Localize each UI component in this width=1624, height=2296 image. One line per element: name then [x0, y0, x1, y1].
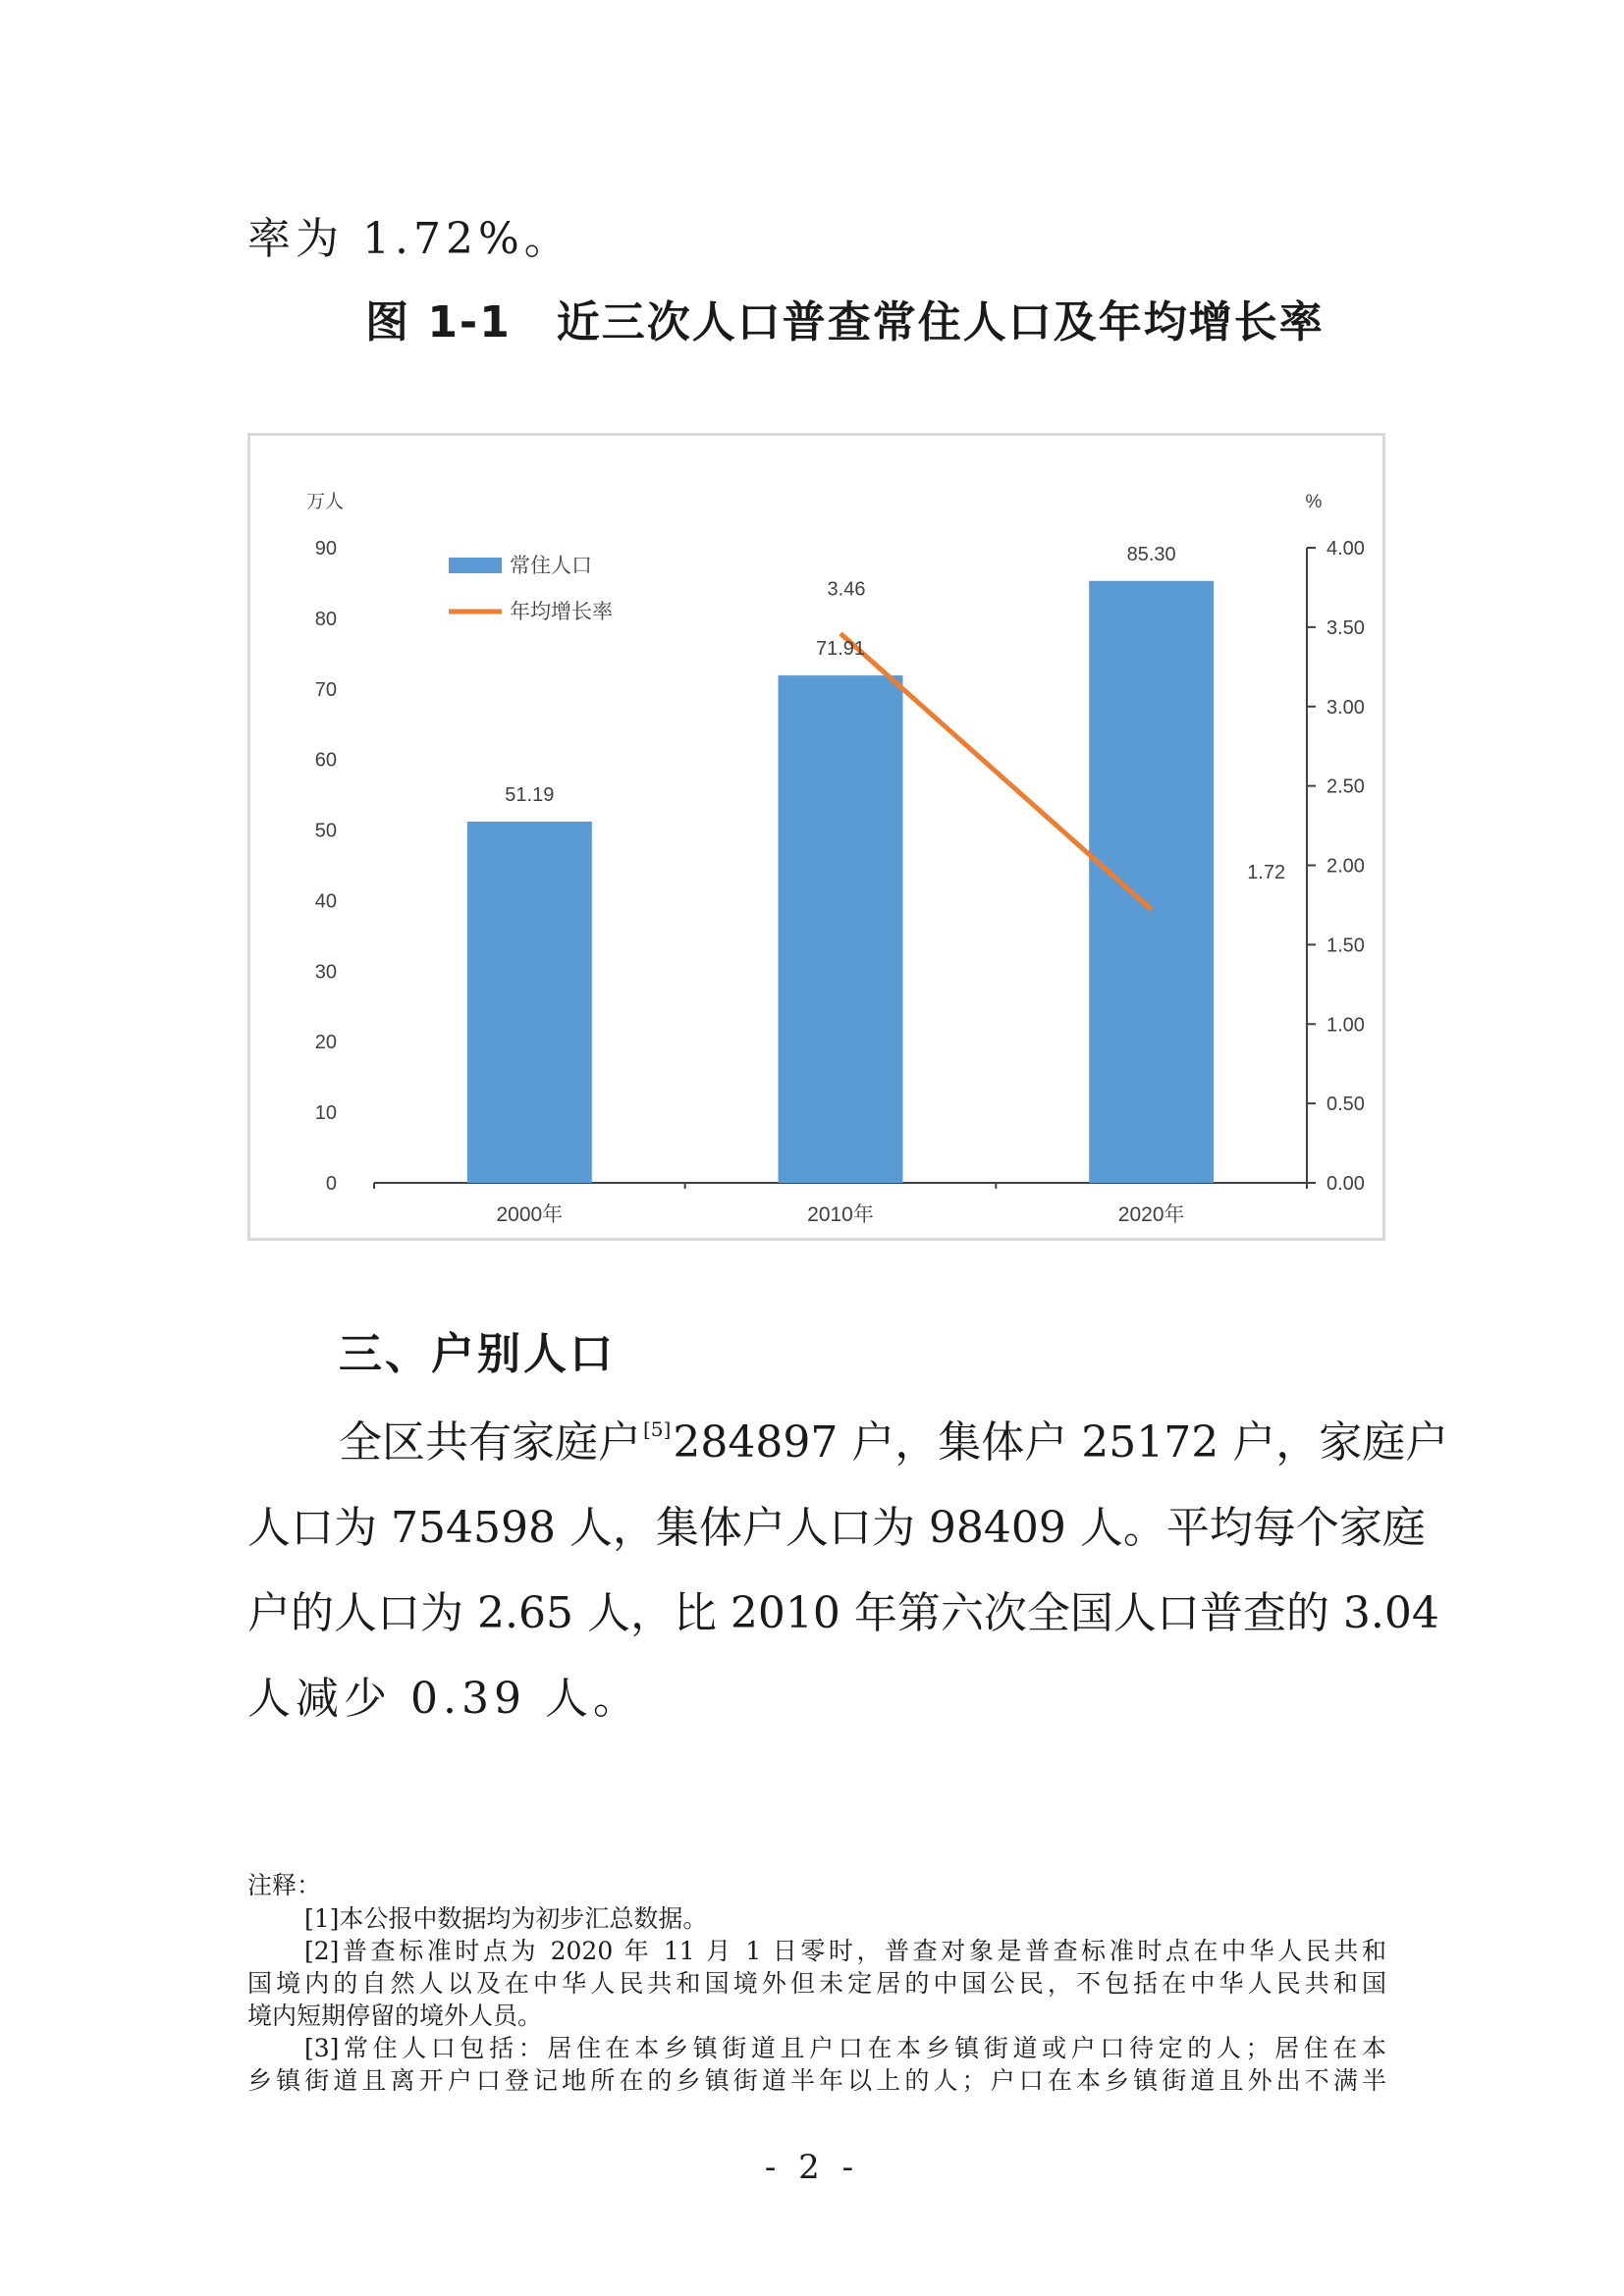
- chart-frame: [247, 433, 1385, 1241]
- y-right-tick-label: 0.00: [1326, 1173, 1365, 1195]
- legend-label-line: 年均增长率: [510, 601, 613, 623]
- x-tick-label: 2010年: [807, 1203, 874, 1226]
- y-left-unit: 万人: [305, 492, 344, 512]
- section-heading: 三、户别人口: [339, 1329, 616, 1379]
- y-left-tick-label: 70: [314, 678, 337, 701]
- notes-label: 注释：: [247, 1871, 322, 1899]
- y-right-tick-label: 1.00: [1326, 1014, 1365, 1037]
- bar-series: [467, 581, 1214, 1183]
- y-left-tick-label: 40: [314, 890, 337, 913]
- bar-value-label: 51.19: [505, 784, 555, 807]
- y-left-tick-label: 80: [314, 608, 337, 630]
- y-right-unit: %: [1305, 492, 1323, 512]
- bar-2020年: [1089, 581, 1214, 1183]
- y-left-tick-label: 30: [314, 961, 337, 984]
- y-left-tick-label: 20: [314, 1032, 337, 1054]
- combo-chart: [250, 436, 1382, 1238]
- y-right-tick-label: 3.50: [1326, 616, 1365, 639]
- y-right-tick-label: 4.00: [1326, 538, 1365, 560]
- note-3-line-1: [3]常住人口包括：居住在本乡镇街道且户口在本乡镇街道或户口待定的人；居住在本: [304, 2034, 1386, 2062]
- note-2-line-2: 国境内的自然人以及在中华人民共和国境外但未定居的中国公民，不包括在中华人民共和国: [247, 1969, 1386, 1998]
- y-left-tick-label: 10: [314, 1102, 337, 1125]
- paragraph-continuation: 率为 1.72%。: [247, 214, 572, 264]
- paragraph-line-1: [339, 1417, 1449, 1468]
- y-right-tick-label: 0.50: [1326, 1094, 1365, 1116]
- figure-title: 图 1-1 近三次人口普查常住人口及年均增长率: [365, 297, 1325, 347]
- y-right-tick-label: 2.00: [1326, 855, 1365, 878]
- paragraph-line-2: 人口为 754598 人，集体户人口为 98409 人。平均每个家庭: [247, 1503, 1426, 1553]
- bar-value-label: 85.30: [1126, 543, 1176, 565]
- y-right-tick-label: 3.00: [1326, 696, 1365, 719]
- y-left-tick-label: 90: [314, 538, 337, 560]
- y-left-tick-label: 50: [314, 820, 337, 842]
- note-2-line-1: [2]普查标准时点为 2020 年 11 月 1 日零时，普查对象是普查标准时点在中华人民共和: [304, 1937, 1386, 1965]
- note-3-line-2: 乡镇街道且离开户口登记地所在的乡镇街道半年以上的人；户口在本乡镇街道且外出不满半: [247, 2066, 1386, 2095]
- y-right-tick-label: 1.50: [1326, 934, 1365, 957]
- bar-2010年: [779, 675, 903, 1183]
- legend-swatch-bar: [449, 558, 502, 573]
- y-left-tick-label: 60: [314, 749, 337, 772]
- paragraph-line-4: 人减少 0.39 人。: [247, 1674, 641, 1724]
- chart-legend: [449, 555, 613, 623]
- footnote-ref: [5]: [643, 1417, 672, 1441]
- legend-label-bar: 常住人口: [510, 555, 592, 577]
- paragraph-text: 全区共有家庭户: [339, 1417, 641, 1468]
- paragraph-line-3: 户的人口为 2.65 人，比 2010 年第六次全国人口普查的 3.04: [247, 1588, 1439, 1638]
- x-tick-label: 2020年: [1117, 1203, 1185, 1226]
- x-tick-label: 2000年: [496, 1203, 564, 1226]
- line-value-label: 3.46: [827, 578, 866, 601]
- y-left-tick-label: 0: [325, 1173, 337, 1195]
- note-2-line-3: 境内短期停留的境外人员。: [247, 2002, 543, 2030]
- note-1: [1]本公报中数据均为初步汇总数据。: [304, 1904, 708, 1933]
- bar-2000年: [467, 822, 592, 1183]
- line-value-label: 1.72: [1247, 861, 1286, 883]
- page-number: - 2 -: [764, 2148, 860, 2187]
- paragraph-text: 284897 户，集体户 25172 户，家庭户: [673, 1417, 1449, 1468]
- y-right-tick-label: 2.50: [1326, 775, 1365, 798]
- bar-value-label: 71.91: [815, 638, 866, 661]
